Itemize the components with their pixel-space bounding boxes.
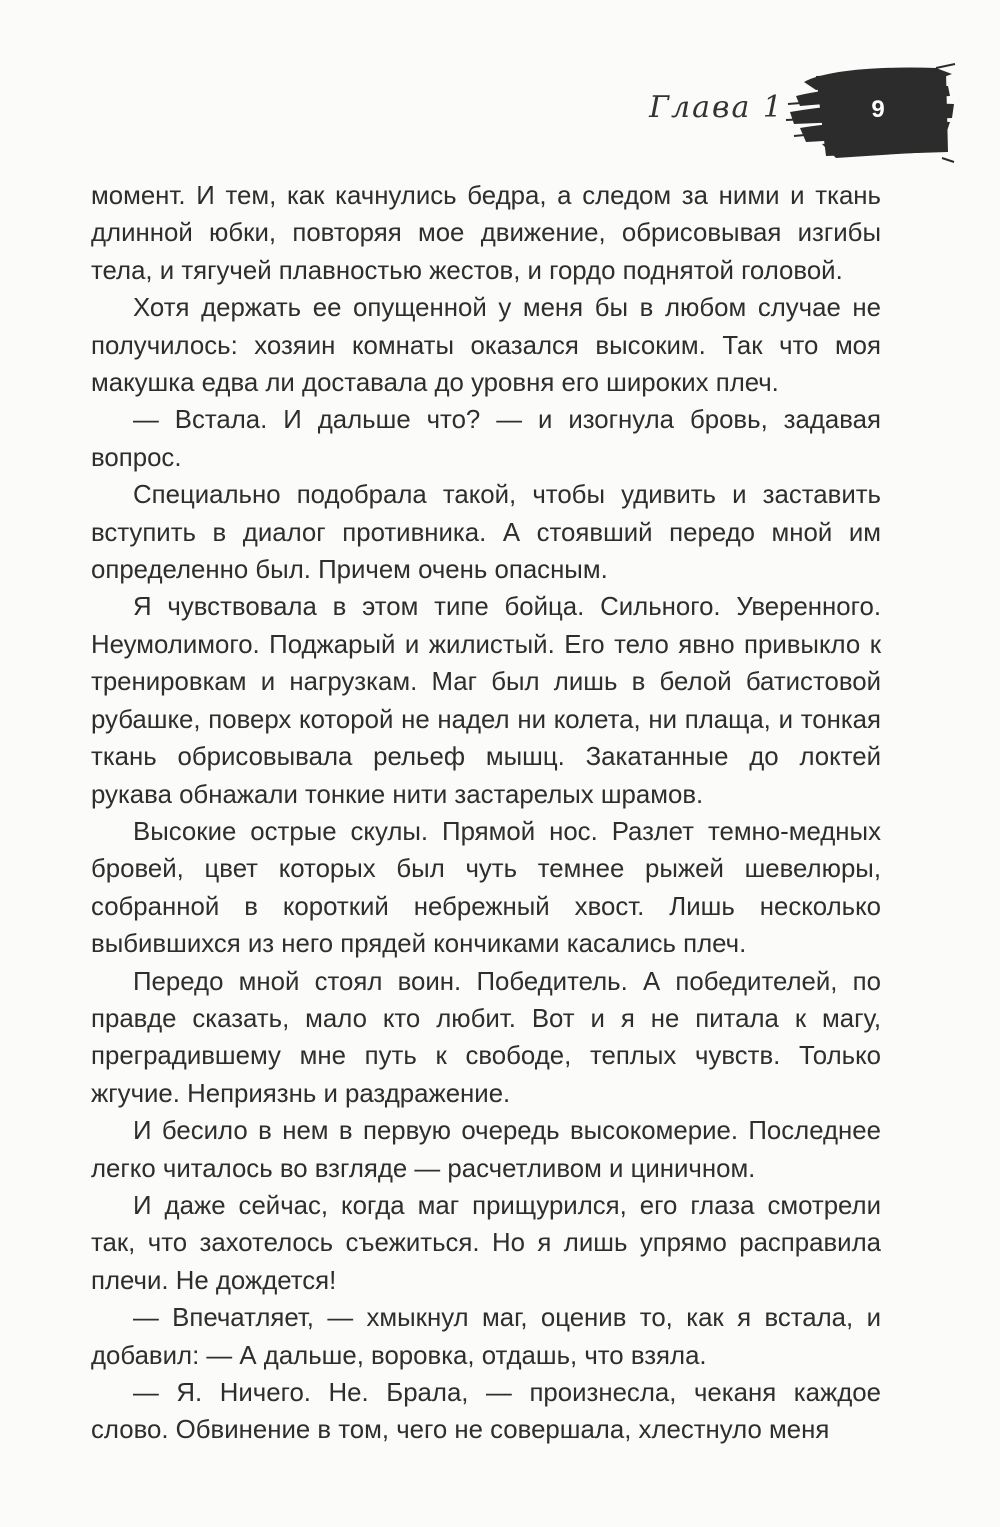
paragraph: И даже сейчас, когда маг прищурился, его глаза смотрели так, что захотелось съежиться. Но я лишь упрямо расправила плечи. Не дождется! <box>91 1191 881 1295</box>
body-text <box>91 178 881 1450</box>
chapter-title: Глава 1 <box>649 90 784 125</box>
paragraph: Передо мной стоял воин. Победитель. А победителей, по правде сказать, мало кто любит. Вот и я не питала к магу, преградившему мне путь к свободе, теплых чувств. Только жгучие. Неприязнь и раздражение. <box>91 967 881 1108</box>
paragraph: — Встала. И дальше что? — и изогнула бровь, задавая вопрос. <box>91 406 881 472</box>
paragraph: — Впечатляет, — хмыкнул маг, оценив то, как я встала, и добавил: — А дальше, воровка, отдашь, что взяла. <box>91 1304 881 1370</box>
paragraph: И бесило в нем в первую очередь высокомерие. Последнее легко читалось во взгляде — расчетливом и циничном. <box>91 1117 881 1183</box>
paragraph: момент. И тем, как качнулись бедра, а следом за ними и ткань длинной юбки, повторяя мое движение, обрисовывая изгибы тела, и тягучей плавностью жестов, и гордо поднятой головой. <box>91 182 881 285</box>
paragraph: Хотя держать ее опущенной у меня бы в любом случае не получилось: хозяин комнаты оказался высоким. Так что моя макушка едва ли доставала до уровня его широких плеч. <box>91 294 881 398</box>
page-number: 9 <box>871 96 885 123</box>
paragraph: — Я. Ничего. Не. Брала, — произнесла, чеканя каждое слово. Обвинение в том, чего не совершала, хлестнуло меня <box>91 1379 881 1445</box>
paragraph: Высокие острые скулы. Прямой нос. Разлет темно-медных бровей, цвет которых был чуть темнее рыжей шевелюры, собранной в короткий небрежный хвост. Лишь несколько выбившихся из него прядей кончиками касались плеч. <box>91 817 881 959</box>
page-header <box>0 0 1000 200</box>
paragraph: Я чувствовала в этом типе бойца. Сильного. Уверенного. Неумолимого. Поджарый и жилистый. Его тело явно привыкло к тренировкам и нагрузкам. Маг был лишь в белой батистовой рубашке, поверх которой не надел ни колета, ни плаща, и тонкая ткань обрисовывала рельеф мышц. Закатанные до локтей рукава обнажали тонкие нити застарелых шрамов. <box>91 593 881 809</box>
paragraph: Специально подобрала такой, чтобы удивить и заставить вступить в диалог противника. А стоявший передо мной им определенно был. Причем очень опасным. <box>91 481 881 585</box>
